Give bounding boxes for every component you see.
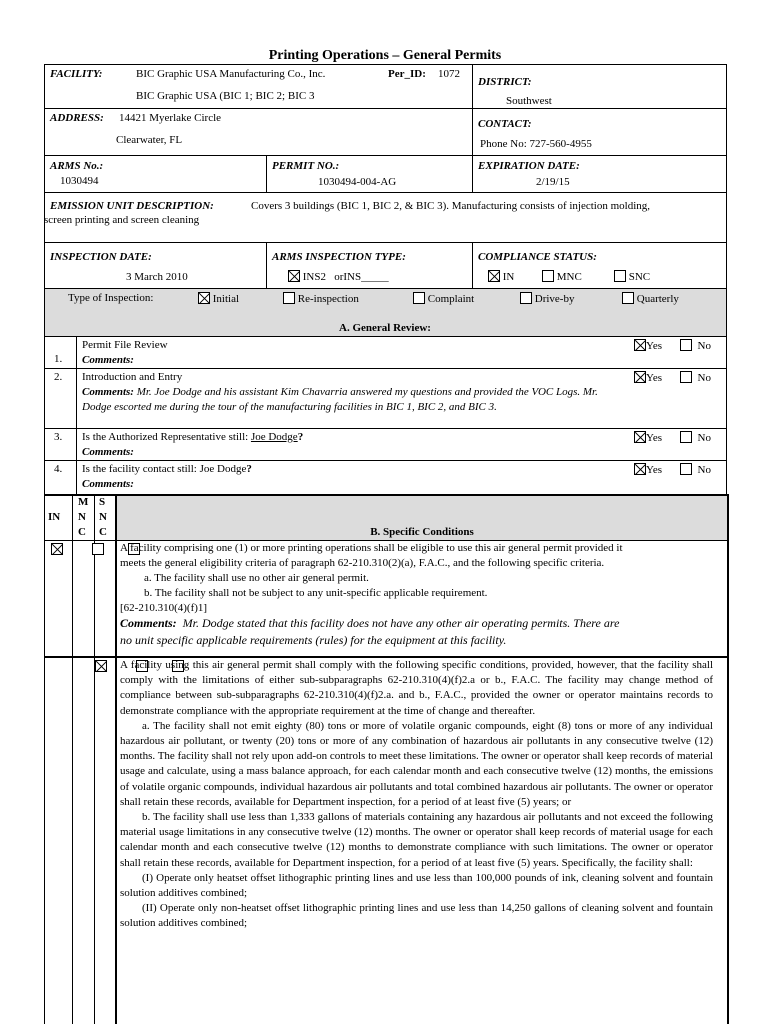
cond2-body bbox=[120, 658, 713, 1024]
arms-inspection-type-label: ARMS INSPECTION TYPE: bbox=[272, 251, 406, 263]
checkbox-icon[interactable] bbox=[680, 431, 692, 443]
review-1-no[interactable]: No bbox=[680, 339, 711, 352]
general-review-heading: A. General Review: bbox=[339, 322, 431, 334]
emission-text-1: Covers 3 buildings (BIC 1, BIC 2, & BIC 3). Manufacturing consists of injection molding, bbox=[251, 200, 651, 212]
compliance-snc-option[interactable]: SNC bbox=[614, 270, 650, 283]
type-initial-option[interactable]: Initial bbox=[198, 292, 239, 305]
facility-name: BIC Graphic USA Manufacturing Co., Inc. bbox=[136, 68, 326, 80]
per-id-value: 1072 bbox=[438, 68, 460, 80]
per-id-label: Per_ID: bbox=[388, 68, 426, 80]
checkbox-checked-icon[interactable] bbox=[634, 431, 646, 443]
arms-label: ARMS No.: bbox=[50, 160, 104, 172]
type-complaint-option[interactable]: Complaint bbox=[413, 292, 474, 305]
compliance-status-label: COMPLIANCE STATUS: bbox=[478, 251, 597, 263]
type-reinspection-option[interactable]: Re-inspection bbox=[283, 292, 359, 305]
district-label: DISTRICT: bbox=[478, 76, 532, 88]
review-2-comment-cont: Dodge escorted me during the tour of the manufacturing facilities in BIC 1, BIC 2, and BIC 3. bbox=[82, 401, 497, 413]
review-question-1: Permit File Review bbox=[82, 339, 168, 351]
checkbox-icon[interactable] bbox=[520, 292, 532, 304]
checkbox-icon[interactable] bbox=[283, 292, 295, 304]
contact-phone: Phone No: 727-560-4955 bbox=[480, 138, 592, 150]
cond1-in-checkbox[interactable] bbox=[51, 543, 63, 555]
type-of-inspection-label: Type of Inspection: bbox=[68, 292, 154, 304]
ins2-option[interactable]: INS2 orINS_____ bbox=[288, 270, 389, 283]
cond1-line2: meets the general eligibility criteria of paragraph 62-210.310(2)(a), F.A.C., and the following specific criteria. bbox=[120, 557, 605, 569]
review-2-comment: Mr. Joe Dodge and his assistant Kim Chavarria answered my questions and provided the VOC Logs. Mr. bbox=[136, 386, 598, 398]
review-4-yes[interactable]: Yes bbox=[634, 463, 662, 476]
review-item-number: 4. bbox=[54, 463, 63, 475]
checkbox-icon[interactable] bbox=[542, 270, 554, 282]
col-snc-s: S bbox=[99, 496, 106, 508]
col-snc-n: N bbox=[99, 511, 107, 523]
checkbox-icon[interactable] bbox=[680, 463, 692, 475]
review-question-2: Introduction and Entry bbox=[82, 371, 183, 383]
review-item-number: 2. bbox=[54, 371, 63, 383]
comments-label: Comments: bbox=[82, 446, 134, 458]
checkbox-icon[interactable] bbox=[622, 292, 634, 304]
expiration-label: EXPIRATION DATE: bbox=[478, 160, 580, 172]
or-ins-text: orINS_____ bbox=[334, 271, 389, 283]
checkbox-icon[interactable] bbox=[614, 270, 626, 282]
cond1-reference: [62-210.310(4)(f)1] bbox=[120, 602, 208, 614]
comments-label: Comments: bbox=[82, 386, 134, 398]
checkbox-checked-icon[interactable] bbox=[634, 463, 646, 475]
cond1-mnc-checkbox[interactable] bbox=[92, 543, 104, 555]
emission-text-2: screen printing and screen cleaning bbox=[44, 214, 200, 226]
page-title: Printing Operations – General Permits bbox=[268, 48, 502, 63]
cond2-in-checkbox[interactable] bbox=[95, 660, 107, 672]
col-mnc-c: C bbox=[78, 526, 86, 538]
address-label: ADDRESS: bbox=[50, 112, 104, 124]
inspection-date-value: 3 March 2010 bbox=[126, 271, 188, 283]
compliance-in-option[interactable]: IN bbox=[488, 270, 514, 283]
cond1-line1: A facility comprising one (1) or more printing operations shall be eligible to use this air general permit provided it bbox=[120, 542, 623, 554]
checkbox-checked-icon[interactable] bbox=[634, 371, 646, 383]
compliance-mnc-option[interactable]: MNC bbox=[542, 270, 582, 283]
review-2-no[interactable]: No bbox=[680, 371, 711, 384]
review-question-4: Is the facility contact still: Joe Dodge? bbox=[82, 463, 252, 475]
type-driveby-option[interactable]: Drive-by bbox=[520, 292, 574, 305]
col-in-header: IN bbox=[48, 511, 61, 523]
checkbox-checked-icon[interactable] bbox=[288, 270, 300, 282]
cond2-item-i: (I) Operate only heatset offset lithographic printing lines and use less than 100,000 pounds of ink, cleaning solvent and fountain solution additives combined; bbox=[120, 871, 713, 900]
cond1-item-a: a. The facility shall use no other air general permit. bbox=[144, 572, 369, 584]
col-snc-c: C bbox=[99, 526, 107, 538]
type-quarterly-option[interactable]: Quarterly bbox=[622, 292, 679, 305]
cond2-item-b: b. The facility shall use less than 1,333 gallons of materials containing any hazardous air pollutants and not exceed the following material usage limitations in any consecutive twelve (12) months. The owner or operator shall keep records of material usage for each calendar month and each consecutive twelve (12) months to demonstrate compliance with such limitations. The owner or operator shall retain these records, available for Department inspection, for a period of at least five (5) years. Specifically, the facility shall: bbox=[120, 811, 713, 869]
checkbox-icon[interactable] bbox=[413, 292, 425, 304]
checkbox-checked-icon[interactable] bbox=[198, 292, 210, 304]
cond2-intro: A facility using this air general permit shall comply with the following specific conditions, provided, however, that the facility shall comply with the limitations of either sub-subparagraphs 62-210.310(4)(f)2.a or b., F.A.C. The facility may change method of compliance between sub-subparagraphs 62-210.310(4)(f)2.a. and b., F.A.C., provided the owner or operator maintains records to demonstrate compliance with the appropriate requirement at the time of change and thereafter. bbox=[120, 659, 713, 717]
permit-value: 1030494-004-AG bbox=[318, 176, 397, 188]
cond2-item-ii: (II) Operate only non-heatset offset lithographic printing lines and use less than 14,250 gallons of cleaning solvent and fountain solution additives combined; bbox=[120, 902, 713, 930]
checkbox-checked-icon[interactable] bbox=[488, 270, 500, 282]
comments-label: Comments: bbox=[82, 478, 134, 490]
address-line1: 14421 Myerlake Circle bbox=[119, 112, 222, 124]
inspection-date-label: INSPECTION DATE: bbox=[50, 251, 152, 263]
review-3-yes[interactable]: Yes bbox=[634, 431, 662, 444]
review-item-number: 3. bbox=[54, 431, 63, 443]
checkbox-icon[interactable] bbox=[680, 339, 692, 351]
emission-label: EMISSION UNIT DESCRIPTION: bbox=[50, 200, 214, 212]
contact-label: CONTACT: bbox=[478, 118, 532, 130]
review-4-no[interactable]: No bbox=[680, 463, 711, 476]
permit-label: PERMIT NO.: bbox=[272, 160, 340, 172]
cond1-comment-cont: no unit specific applicable requirements (rules) for the equipment at this facility. bbox=[120, 633, 507, 647]
review-question-3: Is the Authorized Representative still: Joe Dodge? bbox=[82, 431, 304, 443]
cond1-item-b: b. The facility shall not be subject to any unit-specific applicable requirement. bbox=[144, 587, 488, 599]
review-2-yes[interactable]: Yes bbox=[634, 371, 662, 384]
facility-label: FACILITY: bbox=[50, 68, 103, 80]
comments-label: Comments: bbox=[120, 616, 177, 630]
review-3-no[interactable]: No bbox=[680, 431, 711, 444]
col-mnc-n: N bbox=[78, 511, 86, 523]
cond2-item-a: a. The facility shall not emit eighty (80) tons or more of volatile organic compounds, eight (8) tons or more of any individual hazardous air pollutant, or twenty (20) tons or more of any combination of hazardous air pollutants in any consecutive twelve (12) months. The facility shall not rely upon add-on controls to meet these limitations. The owner or operator shall keep records of material usage and calculate, using a mass balance approach, for each calendar month and each consecutive twelve (12) months, the emissions of volatile organic compounds, individual hazardous air pollutants and total combined hazardous air pollutants. The owner or operator shall retain these records, available for Department inspection, for a period of at least five (5) years; or bbox=[120, 719, 713, 808]
address-line2: Clearwater, FL bbox=[116, 134, 183, 146]
facility-alt-name: BIC Graphic USA (BIC 1; BIC 2; BIC 3 bbox=[136, 90, 315, 102]
comments-label: Comments: bbox=[82, 354, 134, 366]
review-item-number: 1. bbox=[54, 353, 63, 365]
arms-value: 1030494 bbox=[60, 175, 99, 187]
review-1-yes[interactable]: Yes bbox=[634, 339, 662, 352]
district-value: Southwest bbox=[506, 95, 552, 107]
checkbox-icon[interactable] bbox=[680, 371, 692, 383]
col-mnc-m: M bbox=[78, 496, 89, 508]
specific-conditions-heading: B. Specific Conditions bbox=[370, 526, 474, 538]
expiration-value: 2/19/15 bbox=[536, 176, 570, 188]
checkbox-checked-icon[interactable] bbox=[634, 339, 646, 351]
cond1-comment: Mr. Dodge stated that this facility does not have any other air operating permits. There are bbox=[182, 616, 620, 630]
